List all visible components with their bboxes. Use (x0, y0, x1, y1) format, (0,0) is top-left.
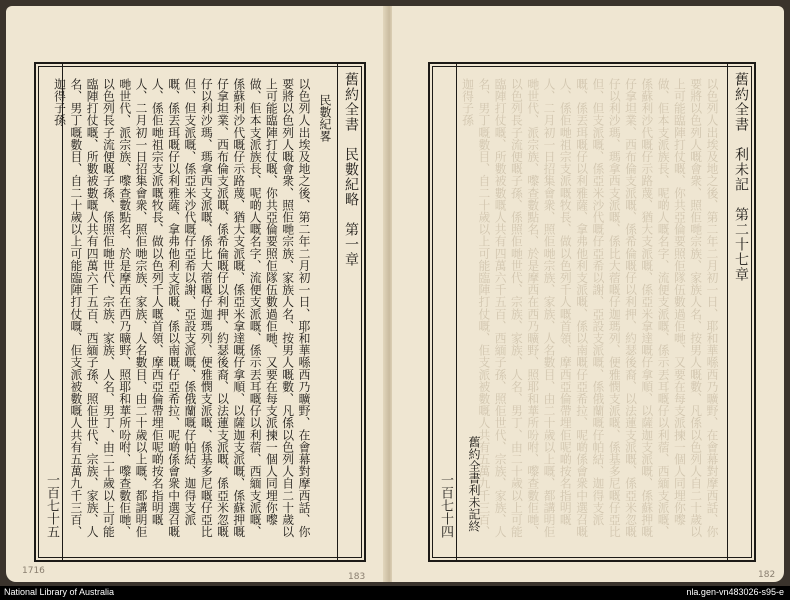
footer-identifier: nla.gen-vn483026-s95-e (686, 587, 784, 597)
left-pencil-folio: 183 (348, 572, 366, 582)
footer-credit: National Library of Australia (4, 587, 115, 597)
far-left-pencil-note: 1716 (22, 566, 45, 576)
chapter-heading: 民數紀畧 (318, 94, 332, 142)
book-end-mark: 舊約全書利未記終 (467, 436, 481, 532)
running-title-rule-right (727, 64, 728, 560)
footer-bar (0, 586, 790, 600)
left-page-frame (34, 62, 366, 562)
page-number-rule-right (456, 64, 457, 560)
right-running-title: 舊約全書 利未記 第二十七章 (733, 72, 749, 282)
left-page (6, 6, 388, 582)
left-running-title: 舊約全書 民數紀略 第一章 (343, 72, 359, 267)
right-page-frame (428, 62, 756, 562)
right-pencil-folio: 182 (758, 570, 776, 580)
right-page-number: 一百七十四 (438, 473, 453, 538)
page-number-rule (62, 64, 63, 560)
right-page (392, 6, 784, 582)
left-body-text: 以色列人出埃及地之後、第二年二月初一日、耶和華喺西乃曠野、在會幕對摩西話、你要將以色列人嘅會衆、照佢哋宗族、家族人名、按男人嘅數、凡係以色列人自二十歲以上可能臨陣打仗嘅、你共亞倫要照佢隊伍數過佢哋、又要在每支派揀一個人同埋你嚟做、佢本支派族長、呢啲人嘅名字、流便支派嘅、係示丟耳嘅仔以利蓿、西緬支派嘅、係蘇利沙代嘅仔示路蔑、猶大支派嘅、係亞米拿達嘅仔拿順、以薩迦支派嘅、係蘇押嘅仔拿坦業、西布倫支派嘅、係希倫嘅仔以利押、約瑟後裔、以法蓮支派嘅、係亞米忽嘅仔以利沙瑪、瑪拿西支派嘅、係比大蓿嘅仔迦瑪列、便雅憫支派嘅、係基多尼嘅仔亞比但、但支派嘅、係亞米沙代嘅仔亞希以謝、亞設支派嘅、係俄蘭嘅仔帕結、迦得支派嘅、係丟珥嘅仔以利雅薩、拿弗他利支派嘅、係以南嘅仔亞希拉、呢啲係會衆中選召嘅人、係佢哋祖宗支派嘅牧長、做以色列千人嘅首領、摩西亞倫帶埋佢呢啲按名指明嘅人、二月初一日招集會衆、照佢哋宗族、家族、人名數目、由二十歲以上嘅、都講明佢哋世代、派宗族、嚟查數點名、於是摩西在西乃曠野、照耶和華所吩咐、嚟查數佢哋、以色列長子流便嘅子孫、係照佢哋世代、宗族、家族、人名、男丁、由二十歲以上可能臨陣打仗嘅、所數被數嘅人共有四萬六千五百、西緬子孫、照佢世代、宗族、家族、人名、男丁嘅數目、自二十歲以上可能臨陣打仗嘅、佢支派被數嘅人共有五萬九千三百、迦得子孫 (52, 78, 311, 538)
running-title-rule (337, 64, 338, 560)
bleed-through-text: 以色列人出埃及地之後、第二年二月初一日、耶和華喺西乃曠野、在會幕對摩西話、你要將以色列人嘅會衆、照佢哋宗族、家族人名、按男人嘅數、凡係以色列人自二十歲以上可能臨陣打仗嘅、你共亞倫要照佢隊伍數過佢哋、又要在每支派揀一個人同埋你嚟做、佢本支派族長、呢啲人嘅名字、流便支派嘅、係示丟耳嘅仔以利蓿、西緬支派嘅、係蘇利沙代嘅仔示路蔑、猶大支派嘅、係亞米拿達嘅仔拿順、以薩迦支派嘅、係蘇押嘅仔拿坦業、西布倫支派嘅、係希倫嘅仔以利押、約瑟後裔、以法蓮支派嘅、係亞米忽嘅仔以利沙瑪、瑪拿西支派嘅、係比大蓿嘅仔迦瑪列、便雅憫支派嘅、係基多尼嘅仔亞比但、但支派嘅、係亞米沙代嘅仔亞希以謝、亞設支派嘅、係俄蘭嘅仔帕結、迦得支派嘅、係丟珥嘅仔以利雅薩、拿弗他利支派嘅、係以南嘅仔亞希拉、呢啲係會衆中選召嘅人、係佢哋祖宗支派嘅牧長、做以色列千人嘅首領、摩西亞倫帶埋佢呢啲按名指明嘅人、二月初一日招集會衆、照佢哋宗族、家族、人名數目、由二十歲以上嘅、都講明佢哋世代、派宗族、嚟查數點名、於是摩西在西乃曠野、照耶和華所吩咐、嚟查數佢哋、以色列長子流便嘅子孫、係照佢哋世代、宗族、家族、人名、男丁、由二十歲以上可能臨陣打仗嘅、所數被數嘅人共有四萬六千五百、西緬子孫、照佢世代、宗族、家族、人名、男丁嘅數目、自二十歲以上可能臨陣打仗嘅、佢支派被數嘅人共有五萬九千三百、迦得子孫 (460, 78, 719, 538)
left-page-number: 一百七十五 (44, 473, 59, 538)
